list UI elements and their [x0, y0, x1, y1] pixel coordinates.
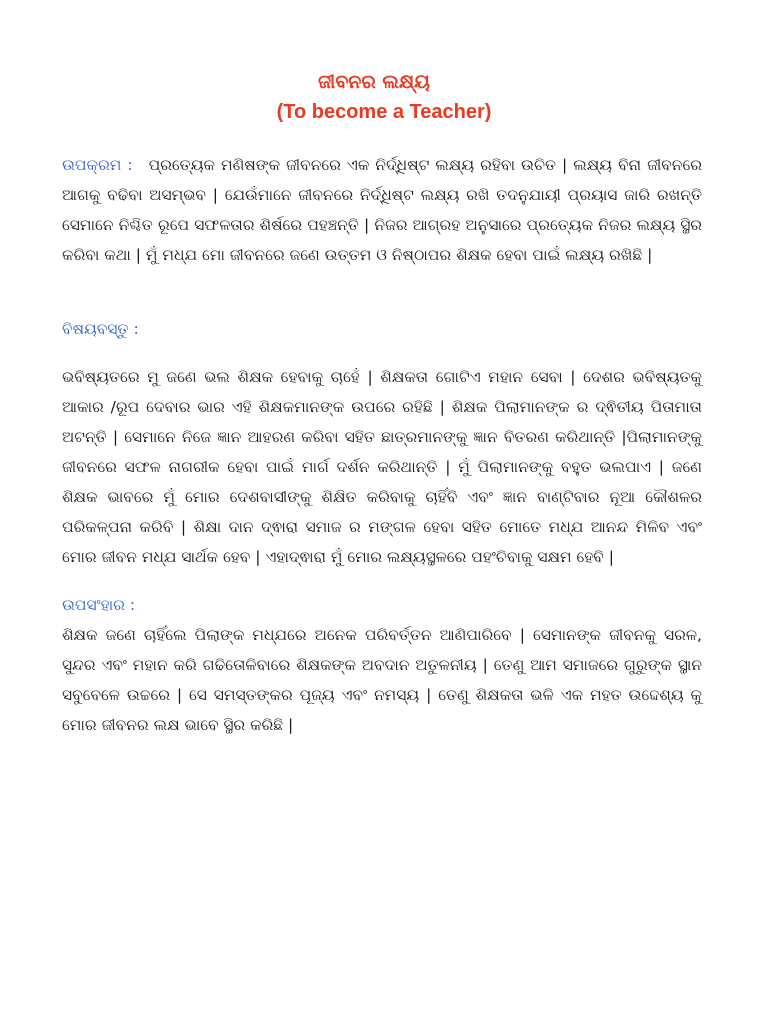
intro-text: ପ୍ରତ୍ୟେକ ମଣିଷଙ୍କ ଜୀବନରେ ଏକ ନିର୍ଦ୍ଧିଷ୍ଟ ଲକ୍ଷ୍ୟ ରହିବା ଉଚିତ | ଲକ୍ଷ୍ୟ ବିନା ଜୀବନରେ ଆଗକୁ ବଢିବା ଅସମ୍ଭବ | ଯେଉଁମାନେ ଜୀବନରେ ନିର୍ଦ୍ଧିଷ୍ଟ ଲକ୍ଷ୍ୟ ରଖି ତଦନୁଯାୟୀ ପ୍ରୟାସ ଜାରି ରଖନ୍ତି ସେମାନେ ନିଶ୍ଚିତ ରୂପେ ସଫଳତାର ଶିର୍ଷରେ ପହଞ୍ଚନ୍ତି | ନିଜର ଆଗ୍ରହ ଅନୁସାରେ ପ୍ରତ୍ୟେକ ନିଜର ଲକ୍ଷ୍ୟ ସ୍ଥିର କରିବା କଥା | ମୁଁ ମଧ୍ଯ ମୋ ଜୀବନରେ ଜଣେ ଉତ୍ତମ ଓ ନିଷ୍ଠାପର ଶିକ୍ଷକ ହେବା ପାଇଁ ଲକ୍ଷ୍ୟ ରଖିଛି | [62, 156, 702, 264]
title-oriya: ଜୀବନର ଲକ୍ଷ୍ୟ [318, 71, 430, 93]
subject-section [62, 362, 702, 572]
conclusion-text: ଶିକ୍ଷକ ଜଣେ ଚାହିଁଲେ ପିଲାଙ୍କ ମଧ୍ଯରେ ଅନେକ ପରିବର୍ତ୍ତନ ଆଣିପାରିବେ | ସେମାନଙ୍କ ଜୀବନକୁ ସରଳ, ସୁନ୍ଦର ଏବଂ ମହାନ କରି ଗଢିତୋଳିବାରେ ଶିକ୍ଷକଙ୍କ ଅବଦାନ ଅତୁଳନୀୟ | ତେଣୁ ଆମ ସମାଜରେ ଗୁରୁଙ୍କ ସ୍ଥାନ ସବୁବେଳେ ଉଚ୍ଚରେ | ସେ ସମସ୍ତଙ୍କର ପୂଜ୍ୟ ଏବଂ ନମସ୍ୟ | ତେଣୁ ଶିକ୍ଷକତା ଭଳି ଏକ ମହତ ଉଦ୍ଦେଶ୍ୟ କୁ ମୋର ଜୀବନର ଲକ୍ଷ ଭାବେ ସ୍ଥିର କରିଛି | [62, 626, 702, 734]
conclusion-section [62, 590, 702, 740]
intro-paragraph [62, 150, 702, 270]
title-english: (To become a Teacher) [276, 101, 492, 123]
subject-heading-block [62, 314, 702, 344]
subject-heading: ବିଷୟବସ୍ତୁ : [62, 320, 139, 338]
intro-section [62, 150, 702, 270]
intro-heading: ଉପକ୍ରମ : [62, 156, 133, 174]
subject-text: ଭବିଷ୍ୟତରେ ମୁ ଜଣେ ଭଲ ଶିକ୍ଷକ ହେବାକୁ ଚାହେଁ | ଶିକ୍ଷକତା ଗୋଟିଏ ମହାନ ସେବା | ଦେଶର ଭବିଷ୍ୟତକୁ ଆକାର /ରୂପ ଦେବାର ଭାର ଏହି ଶିକ୍ଷକମାନଙ୍କ ଉପରେ ରହିଛି | ଶିକ୍ଷକ ପିଲାମାନଙ୍କ ର ଦ୍ଵିତୀୟ ପିତାମାତା ଅଟନ୍ତି | ସେମାନେ ନିଜେ ଜ୍ଞାନ ଆହରଣ କରିବା ସହିତ ଛାତ୍ରମାନଙ୍କୁ ଜ୍ଞାନ ବିତରଣ କରିଥାନ୍ତି |ପିଲାମାନଙ୍କୁ ଜୀବନରେ ସଫଳ ନାଗରୀକ ହେବା ପାଇଁ ମାର୍ଗ ଦର୍ଶନ କରିଥାନ୍ତି | ମୁଁ ପିଲାମାନଙ୍କୁ ବହୁତ ଭଲପାଏ | ଜଣେ ଶିକ୍ଷକ ଭାବରେ ମୁଁ ମୋର ଦେଶବାସୀଙ୍କୁ ଶିକ୍ଷିତ କରିବାକୁ ଚାହିଁବି ଏବଂ ଜ୍ଞାନ ବାଣ୍ଟିବାର ନୂଆ କୌଶଳର ପରିକଳ୍ପନା କରିବି | ଶିକ୍ଷା ଦାନ ଦ୍ଵାରା ସମାଜ ର ମଙ୍ଗଳ ହେବା ସହିତ ମୋତେ ମଧ୍ଯ ଆନନ୍ଦ ମିଳିବ ଏବଂ ମୋର ଜୀବନ ମଧ୍ଯ ସାର୍ଥକ ହେବ | ଏହାଦ୍ଵାରା ମୁଁ ମୋର ଲକ୍ଷ୍ୟସ୍ଥଳରେ ପହଂଚିବାକୁ ସକ୍ଷମ ହେବି | [62, 368, 702, 566]
title-block [0, 68, 768, 126]
conclusion-heading: ଉପସଂହାର : [62, 596, 136, 614]
